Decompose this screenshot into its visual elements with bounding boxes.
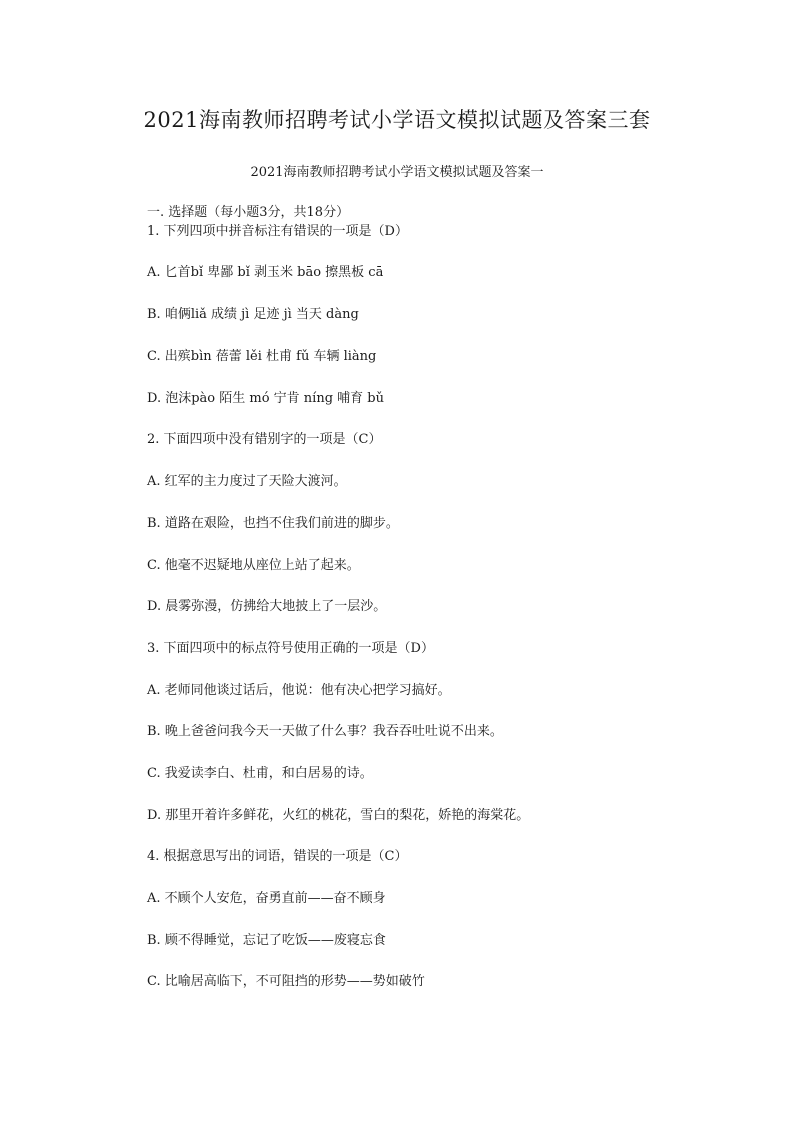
question-3-option-c: C. 我爱读李白、杜甫，和白居易的诗。: [147, 766, 373, 781]
question-2-option-a: A. 红军的主力度过了天险大渡河。: [147, 474, 347, 489]
question-1: 1. 下列四项中拼音标注有错误的一项是（D）: [147, 224, 408, 239]
question-3-option-a: A. 老师同他谈过话后，他说：他有决心把学习搞好。: [147, 683, 451, 698]
question-1-option-b: B. 咱俩liǎ 成绩 jì 足迹 jì 当天 dàng: [147, 307, 359, 322]
question-3-option-b: B. 晚上爸爸问我今天一天做了什么事？我吞吞吐吐说不出来。: [147, 724, 503, 739]
document-subtitle: 2021海南教师招聘考试小学语文模拟试题及答案一: [250, 165, 544, 180]
question-2-option-c: C. 他毫不迟疑地从座位上站了起来。: [147, 558, 360, 573]
question-3: 3. 下面四项中的标点符号使用正确的一项是（D）: [147, 641, 434, 656]
question-2-option-d: D. 晨雾弥漫，仿拂给大地披上了一层沙。: [147, 599, 387, 614]
question-3-option-d: D. 那里开着许多鲜花，火红的桃花，雪白的梨花，娇艳的海棠花。: [147, 808, 530, 823]
question-4-option-b: B. 顾不得睡觉，忘记了吃饭——废寝忘食: [147, 933, 386, 948]
question-2: 2. 下面四项中没有错别字的一项是（C）: [147, 432, 382, 447]
question-4: 4. 根据意思写出的词语，错误的一项是（C）: [147, 849, 408, 864]
question-2-option-b: B. 道路在艰险，也挡不住我们前进的脚步。: [147, 516, 399, 531]
question-1-option-a: A. 匕首bǐ 卑鄙 bǐ 剥玉米 bāo 擦黑板 cā: [147, 265, 384, 280]
question-1-option-d: D. 泡沫pào 陌生 mó 宁肯 níng 哺育 bǔ: [147, 391, 384, 406]
section-heading: 一. 选择题（每小题3分，共18分）: [147, 205, 350, 220]
question-4-option-c: C. 比喻居高临下，不可阻挡的形势——势如破竹: [147, 974, 425, 989]
question-1-option-c: C. 出殡bìn 蓓蕾 lěi 杜甫 fǔ 车辆 liàng: [147, 349, 377, 364]
question-4-option-a: A. 不顾个人安危，奋勇直前——奋不顾身: [147, 891, 386, 906]
document-title: 2021海南教师招聘考试小学语文模拟试题及答案三套: [143, 108, 651, 132]
